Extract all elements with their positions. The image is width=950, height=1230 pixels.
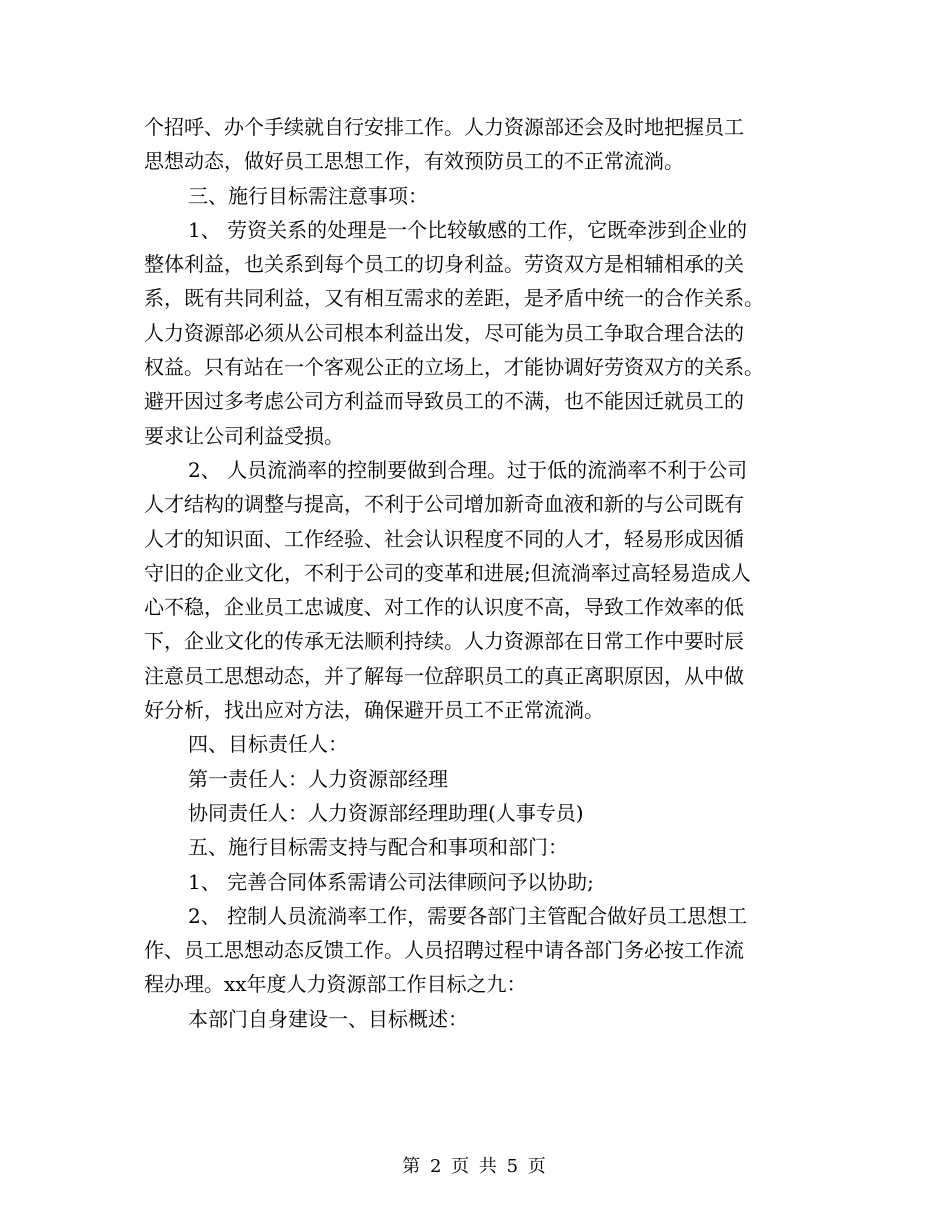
text-line: 守旧的企业文化，不利于公司的变革和进展;但流淌率过高轻易造成人 [144, 560, 751, 585]
text-line: 本部门自身建设一、目标概述： [188, 1006, 468, 1031]
text-line: 个招呼、办个手续就自行安排工作。人力资源部还会及时地把握员工 [144, 115, 744, 139]
text-line: 协同责任人：人力资源部经理助理(人事专员) [188, 800, 584, 825]
page-number-footer: 第 2 页 共 5 页 [402, 1156, 548, 1177]
document-body [144, 110, 810, 1036]
text-line: 避开因过多考虑公司方利益而导致员工的不满，也不能因迁就员工的 [144, 389, 744, 414]
text-line: 权益。只有站在一个客观公正的立场上，才能协调好劳资双方的关系。 [144, 355, 764, 380]
text-line: 要求让公司利益受损。 [144, 423, 344, 448]
text-line: 注意员工思想动态，并了解每一位辞职员工的真正离职原因，从中做 [144, 663, 744, 688]
text-line: 下，企业文化的传承无法顺利持续。人力资源部在日常工作中要时辰 [144, 629, 744, 654]
text-line: 人力资源部必须从公司根本利益出发，尽可能为员工争取合理合法的 [144, 320, 744, 345]
text-line: 作、员工思想动态反馈工作。人员招聘过程中请各部门务必按工作流 [144, 938, 744, 963]
section-heading: 四、目标责任人： [188, 732, 348, 757]
text-line: 1、 完善合同体系需请公司法律顾问予以协助; [188, 869, 594, 894]
section-heading: 五、施行目标需支持与配合和事项和部门： [188, 835, 568, 860]
text-line: 系，既有共同利益，又有相互需求的差距，是矛盾中统一的合作关系。 [144, 286, 764, 311]
text-line: 程办理。xx年度人力资源部工作目标之九： [144, 972, 527, 997]
text-line: 2、 人员流淌率的控制要做到合理。过于低的流淌率不利于公司 [188, 457, 748, 482]
text-line: 人才的知识面、工作经验、社会认识程度不同的人才，轻易形成因循 [144, 526, 744, 551]
text-line: 人才结构的调整与提高，不利于公司增加新奇血液和新的与公司既有 [144, 492, 744, 517]
text-line: 思想动态，做好员工思想工作，有效预防员工的不正常流淌。 [144, 149, 684, 174]
text-line: 第一责任人：人力资源部经理 [188, 766, 448, 791]
text-line: 整体利益，也关系到每个员工的切身利益。劳资双方是相辅相承的关 [144, 252, 744, 277]
text-line: 1、 劳资关系的处理是一个比较敏感的工作，它既牵涉到企业的 [188, 217, 748, 242]
text-line: 2、 控制人员流淌率工作，需要各部门主管配合做好员工思想工 [188, 903, 748, 928]
section-heading: 三、施行目标需注意事项： [188, 183, 428, 208]
text-line: 好分析，找出应对方法，确保避开员工不正常流淌。 [144, 698, 604, 723]
text-line: 心不稳，企业员工忠诚度、对工作的认识度不高，导致工作效率的低 [144, 595, 744, 620]
